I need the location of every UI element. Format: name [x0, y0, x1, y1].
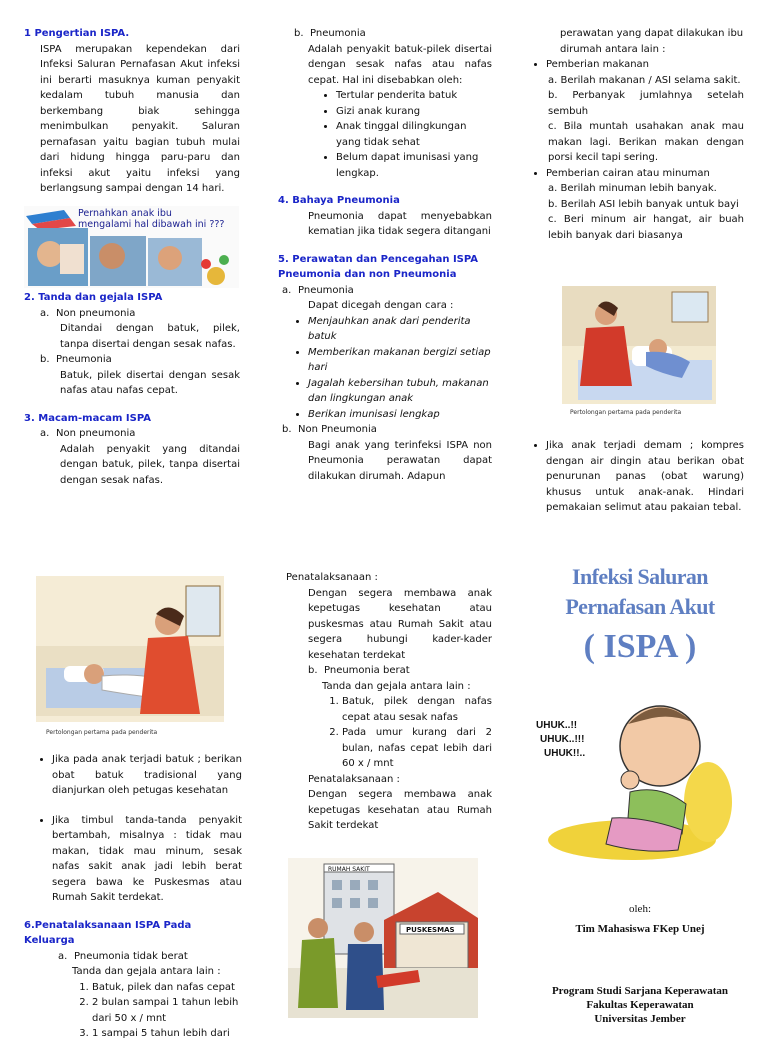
sec6-a-label: a.	[58, 950, 68, 962]
list-item: • Belum dapat imunisasi yang lengkap.	[336, 150, 492, 181]
sec2-heading: 2. Tanda dan gejala ISPA	[24, 292, 163, 303]
sec1-heading: 1 Pengertian ISPA.	[24, 28, 130, 39]
pen2-label: Penatalaksanaan :	[308, 773, 400, 785]
col-2	[278, 26, 492, 484]
pneumonia-title: Pneumonia	[310, 28, 366, 39]
list-item: • Anak tinggal dilingkungan yang tidak sehat	[336, 119, 492, 150]
sec3-a-label: a.	[40, 428, 50, 439]
hospital-sign: RUMAH SAKIT	[328, 866, 370, 873]
col-4	[24, 752, 242, 1042]
cover-faculty: Fakultas Keperawatan	[586, 999, 694, 1011]
sec2-a-title: Non pneumonia	[56, 307, 136, 319]
cover-by: oleh:	[629, 903, 651, 915]
pneumonia-text: Adalah penyakit batuk-pilek disertai dengan sesak nafas atau nafas cepat. Hal ini disebabkan oleh:	[308, 43, 492, 86]
sec4-heading: 4. Bahaya Pneumonia	[278, 195, 400, 206]
cover-credits	[520, 902, 760, 1026]
sec3-a-title: Non pneumonia	[56, 428, 136, 439]
sec6-a-title: Pneumonia tidak berat	[74, 950, 188, 962]
cairan-item: b. Berilah ASI lebih banyak untuk bayi	[548, 198, 739, 210]
cough-text: UHUK..!!	[536, 720, 578, 731]
care-image-top	[562, 286, 716, 420]
makanan-item: a. Berilah makanan / ASI selama sakit.	[548, 74, 741, 86]
cough-text: UHUK..!!!	[540, 734, 585, 745]
sec6-list	[28, 980, 242, 1042]
sec2-a-text: Ditandai dengan batuk, pilek, tanpa disertai dengan sesak nafas.	[60, 323, 240, 350]
coughing-child-image	[532, 684, 740, 870]
col3-intro: perawatan yang dapat dilakukan ibu dirumah antara lain :	[560, 28, 744, 55]
list-item: • Gizi anak kurang	[336, 104, 492, 120]
list-item: • Menjauhkan anak dari penderita batuk	[308, 314, 492, 345]
col-1-lower	[24, 290, 240, 488]
sec6-heading: 6.Penatalaksanaan ISPA Pada Keluarga	[24, 919, 192, 946]
sec5-a-title: Pneumonia	[298, 284, 354, 296]
sec2-b-text: Batuk, pilek disertai dengan sesak nafas atau nafas cepat.	[60, 369, 240, 396]
care-image-bottom	[36, 576, 224, 740]
sec5-b-title: Non Pneumonia	[298, 424, 377, 435]
cairan-item: c. Beri minum air hangat, air buah lebih banyak dari biasanya	[548, 214, 744, 241]
sec2-a-label: a.	[40, 307, 50, 319]
pen-text: Dengan segera membawa anak kepetugas kesehatan atau puskesmas atau Rumah Sakit atau segera hubungi kader-kader kesehatan terdekat	[308, 587, 492, 661]
col-3-lower	[532, 438, 744, 516]
list-item: • Berikan imunisasi lengkap	[308, 407, 492, 423]
list-item: • Jika timbul tanda-tanda penyakit bertambah, misalnya : tidak mau makan, tidak mau minum, sesak nafas sakit anak jadi lebih berat segera bawa ke Puskesmas atau Rumah Sakit terdekat.	[52, 813, 242, 906]
makanan-title: • Pemberian makanan	[546, 57, 744, 73]
cover-university: Universitas Jember	[594, 1013, 686, 1025]
list-item: • Tertular penderita batuk	[336, 88, 492, 104]
care-image-bottom-caption: Pertolongan pertama pada penderita	[46, 729, 158, 736]
sec6-b-title: Pneumonia berat	[324, 665, 410, 676]
sec6-b-text: Tanda dan gejala antara lain :	[322, 680, 471, 692]
pen2-text: Dengan segera membawa anak kepetugas kesehatan atau Rumah Sakit terdekat	[308, 789, 492, 831]
cover-author: Tim Mahasiswa FKep Unej	[575, 923, 705, 935]
sec5-heading: 5. Perawatan dan Pencegahan ISPA Pneumonia dan non Pneumonia	[278, 253, 479, 280]
cough-text: UHUK!!..	[544, 748, 586, 759]
makanan-item: c. Bila muntah usahakan anak mau makan lagi. Berikan makan dengan porsi kecil tapi sering.	[548, 121, 744, 163]
sec1-text: ISPA merupakan kependekan dari Infeksi Saluran Pernafasan Akut infeksi ini berarti masuknya kuman penyakit kedalam tubuh manusia dan berkembang biak sehingga menimbulkan penyakit. Saluran pernafasan yaitu bagian tubuh mulai dari hidung hingga paru-paru dan infeksi akut yaitu infeksi yang berlangsung sampai dengan 14 hari.	[40, 43, 240, 194]
sec5-b-text: Bagi anak yang terinfeksi ISPA non Pneumonia perawatan dapat dilakukan dirumah. Adapun	[308, 439, 492, 482]
sec6-b-label: b.	[308, 665, 318, 676]
banner-text: Pernahkan anak ibu mengalami hal dibawah ini ???	[78, 208, 225, 230]
prevent-list	[278, 314, 492, 423]
hospital-image	[288, 858, 478, 1018]
cairan-item: a. Berilah minuman lebih banyak.	[548, 183, 717, 194]
advice-list	[28, 752, 242, 799]
sec2-b-label: b.	[40, 354, 50, 365]
col-5	[286, 570, 492, 834]
list-item: 3. 1 sampai 5 tahun lebih dari	[92, 1026, 242, 1042]
advice-list-2	[28, 813, 242, 906]
cover-program: Program Studi Sarjana Keperawatan	[551, 985, 729, 997]
care-image-top-caption: Pertolongan pertama pada penderita	[570, 409, 682, 416]
demam-text: • Jika anak terjadi demam ; kompres dengan air dingin atau berikan obat penurunan panas (obat warung) khusus untuk anak-anak. Hindari pemakaian selimut atau pakaian tebal.	[546, 438, 744, 516]
list-item: 2. Pada umur kurang dari 2 bulan, nafas cepat lebih dari 60 x / mnt	[342, 725, 492, 772]
banner-image	[24, 206, 239, 288]
makanan-item: b. Perbanyak jumlahnya setelah sembuh	[548, 90, 744, 117]
sec6-a-text: Tanda dan gejala antara lain :	[72, 966, 221, 977]
demam-list	[532, 438, 744, 516]
col-3	[532, 26, 744, 243]
makanan-list	[532, 57, 744, 73]
cairan-list	[532, 166, 744, 182]
berat-list	[286, 694, 492, 772]
cover-title-main: Infeksi Saluran Pernafasan Akut	[565, 564, 715, 619]
sec3-heading: 3. Macam-macam ISPA	[24, 412, 152, 424]
pen-label: Penatalaksanaan :	[286, 572, 378, 583]
list-item: • Memberikan makanan bergizi setiap hari	[308, 345, 492, 376]
sec5-a-label: a.	[282, 284, 292, 296]
sec3-a-text: Adalah penyakit yang ditandai dengan batuk, pilek, tanpa disertai dengan sesak nafas.	[60, 443, 240, 486]
list-item: 2. 2 bulan sampai 1 tahun lebih dari 50 x / mnt	[92, 995, 242, 1026]
list-item: 1. Batuk, pilek dan nafas cepat	[92, 980, 242, 996]
sec2-b-title: Pneumonia	[56, 354, 112, 365]
pneumonia-label: b.	[294, 28, 304, 39]
puskesmas-sign: PUSKESMAS	[406, 926, 455, 934]
sec4-text: Pneumonia dapat menyebabkan kematian jika tidak segera ditangani	[308, 210, 492, 237]
cover-title-acronym: ( ISPA )	[583, 628, 697, 665]
sec5-a-text: Dapat dicegah dengan cara :	[308, 300, 454, 311]
list-item: • Jagalah kebersihan tubuh, makanan dan lingkungan anak	[308, 376, 492, 407]
causes-list	[278, 88, 492, 181]
col-1	[24, 26, 240, 197]
cairan-title: • Pemberian cairan atau minuman	[546, 166, 744, 182]
list-item: 1. Batuk, pilek dengan nafas cepat atau sesak nafas	[342, 694, 492, 725]
list-item: • Jika pada anak terjadi batuk ; berikan obat batuk tradisional yang dianjurkan oleh petugas kesehatan	[52, 752, 242, 799]
cover-title	[520, 562, 760, 672]
sec5-b-label: b.	[282, 424, 292, 435]
